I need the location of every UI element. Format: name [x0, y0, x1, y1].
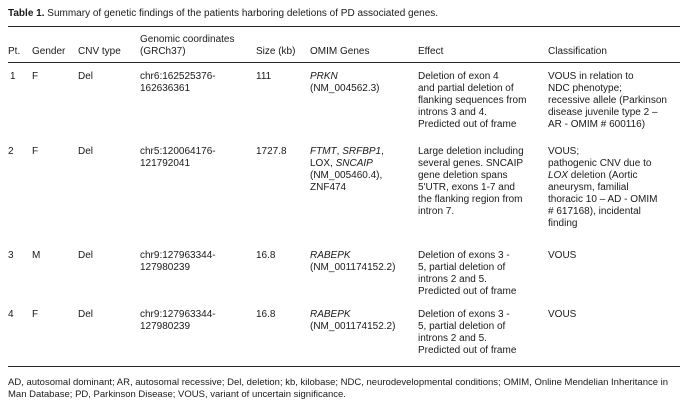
classification-line: pathogenic CNV due to — [548, 158, 652, 169]
cell-classification — [548, 146, 657, 230]
cell-omim-genes — [310, 71, 379, 95]
gene-separator: , — [381, 146, 384, 157]
classification-line: aneurysm, familial — [548, 182, 629, 193]
classification-line: VOUS in relation to — [548, 71, 634, 82]
coord-line: chr9:127963344- — [140, 250, 216, 261]
effect-line: Deletion of exons 3 - — [418, 309, 510, 320]
cell-classification: VOUS — [548, 309, 577, 320]
gene-name: RABEPK — [310, 250, 351, 261]
table-header-rule — [8, 62, 680, 63]
cell-effect — [418, 146, 524, 218]
header-size: Size (kb) — [256, 46, 296, 57]
effect-line: flanking sequences from — [418, 95, 527, 106]
cell-gender: F — [32, 146, 39, 157]
cell-size: 16.8 — [256, 309, 276, 320]
table-title: Summary of genetic findings of the patients harboring deletions of PD associated genes. — [47, 8, 439, 19]
effect-line: 5'UTR, exons 1-7 and — [418, 182, 515, 193]
cell-cnv-type: Del — [78, 250, 94, 261]
coord-line: chr5:120064176- — [140, 146, 216, 157]
effect-line: introns 2 and 5. — [418, 333, 487, 344]
coord-line: chr9:127963344- — [140, 309, 216, 320]
cell-omim-genes — [310, 309, 395, 333]
gene-name: SNCAIP — [335, 158, 373, 169]
cell-coordinates — [140, 309, 216, 333]
header-omim-genes: OMIM Genes — [310, 46, 370, 57]
effect-line: Predicted out of frame — [418, 345, 517, 356]
cell-effect — [418, 71, 526, 131]
coord-line: 127980239 — [140, 321, 191, 332]
header-pt: Pt. — [8, 46, 21, 57]
header-classification: Classification — [548, 46, 607, 57]
table-bottom-rule — [8, 366, 680, 367]
cell-size: 111 — [256, 71, 272, 82]
classification-line — [548, 170, 657, 182]
gene-accession: (NM_001174152.2) — [310, 262, 396, 273]
table-caption — [8, 8, 438, 20]
effect-line: Deletion of exons 3 - — [418, 250, 510, 261]
gene-name: LOX, — [310, 158, 336, 169]
effect-line: the flanking region from — [418, 194, 523, 205]
gene-name: RABEPK — [310, 309, 351, 320]
table-label: Table 1. — [8, 8, 45, 19]
header-coordinates — [140, 34, 235, 58]
classification-line: AR - OMIM # 600116) — [548, 119, 646, 130]
cell-size: 16.8 — [256, 250, 276, 261]
cell-cnv-type: Del — [78, 146, 94, 157]
effect-line: Large deletion including — [418, 146, 524, 157]
gene-name: SRFBP1 — [342, 146, 382, 157]
classification-line: VOUS; — [548, 146, 580, 157]
header-cnv-type: CNV type — [78, 46, 121, 57]
gene-separator: , — [336, 146, 343, 157]
gene-accession: (NM_004562.3) — [310, 83, 380, 94]
cell-cnv-type: Del — [78, 309, 94, 320]
cell-classification — [548, 71, 667, 131]
effect-line: Predicted out of frame — [418, 119, 517, 130]
cell-omim-genes — [310, 146, 384, 194]
gene-accession: (NM_005460.4), — [310, 170, 383, 181]
effect-line: gene deletion spans — [418, 170, 508, 181]
cell-coordinates — [140, 146, 216, 170]
cell-gender: F — [32, 71, 39, 82]
cell-cnv-type: Del — [78, 71, 94, 82]
gene-name: LOX — [548, 170, 569, 181]
cell-size: 1727.8 — [256, 146, 287, 157]
effect-line: introns 3 and 4. — [418, 107, 487, 118]
gene-name: ZNF474 — [310, 182, 347, 193]
header-gender: Gender — [32, 46, 66, 57]
classification-line: # 617168), incidental — [548, 206, 641, 217]
effect-line: Deletion of exon 4 — [418, 71, 499, 82]
coord-line: chr6:162525376- — [140, 71, 216, 82]
cell-pt: 4 — [8, 309, 14, 320]
classification-line: disease juvenile type 2 – — [548, 107, 658, 118]
effect-line: intron 7. — [418, 206, 455, 217]
effect-line: 5, partial deletion of — [418, 321, 506, 332]
table-top-rule — [8, 26, 680, 27]
cell-pt: 1 — [10, 71, 16, 82]
coord-line: 127980239 — [140, 262, 191, 273]
effect-line: and partial deletion of — [418, 83, 514, 94]
gene-name: PRKN — [310, 71, 338, 82]
cell-coordinates — [140, 250, 216, 274]
table-footnote: AD, autosomal dominant; AR, autosomal recessive; Del, deletion; kb, kilobase; NDC, neurodevelopmental conditions; OMIM, Online Mendelian Inheritance in Man Database; PD, Parkinson Disease; VOUS, variant of uncertain significance. — [8, 377, 669, 400]
header-coordinates-line: (GRCh37) — [140, 46, 186, 57]
cell-effect — [418, 250, 516, 298]
coord-line: 121792041 — [140, 158, 191, 169]
gene-line — [310, 158, 384, 170]
classification-text: deletion (Aortic — [568, 170, 638, 181]
cell-gender: F — [32, 309, 39, 320]
effect-line: several genes. SNCAIP — [418, 158, 524, 169]
cell-coordinates — [140, 71, 216, 95]
classification-line: thoracic 10 – AD - OMIM — [548, 194, 658, 205]
cell-effect — [418, 309, 516, 357]
effect-line: Predicted out of frame — [418, 286, 517, 297]
gene-line — [310, 146, 384, 158]
cell-gender: M — [32, 250, 41, 261]
gene-name: FTMT — [310, 146, 337, 157]
coord-line: 162636361 — [140, 83, 191, 94]
cell-omim-genes — [310, 250, 395, 274]
effect-line: introns 2 and 5. — [418, 274, 487, 285]
cell-classification: VOUS — [548, 250, 577, 261]
cell-pt: 2 — [8, 146, 14, 157]
header-effect: Effect — [418, 46, 444, 57]
header-coordinates-line: Genomic coordinates — [140, 34, 235, 45]
gene-accession: (NM_001174152.2) — [310, 321, 396, 332]
classification-line: NDC phenotype; — [548, 83, 622, 94]
cell-pt: 3 — [8, 250, 14, 261]
classification-line: recessive allele (Parkinson — [548, 95, 667, 106]
effect-line: 5, partial deletion of — [418, 262, 506, 273]
classification-line: finding — [548, 218, 578, 229]
